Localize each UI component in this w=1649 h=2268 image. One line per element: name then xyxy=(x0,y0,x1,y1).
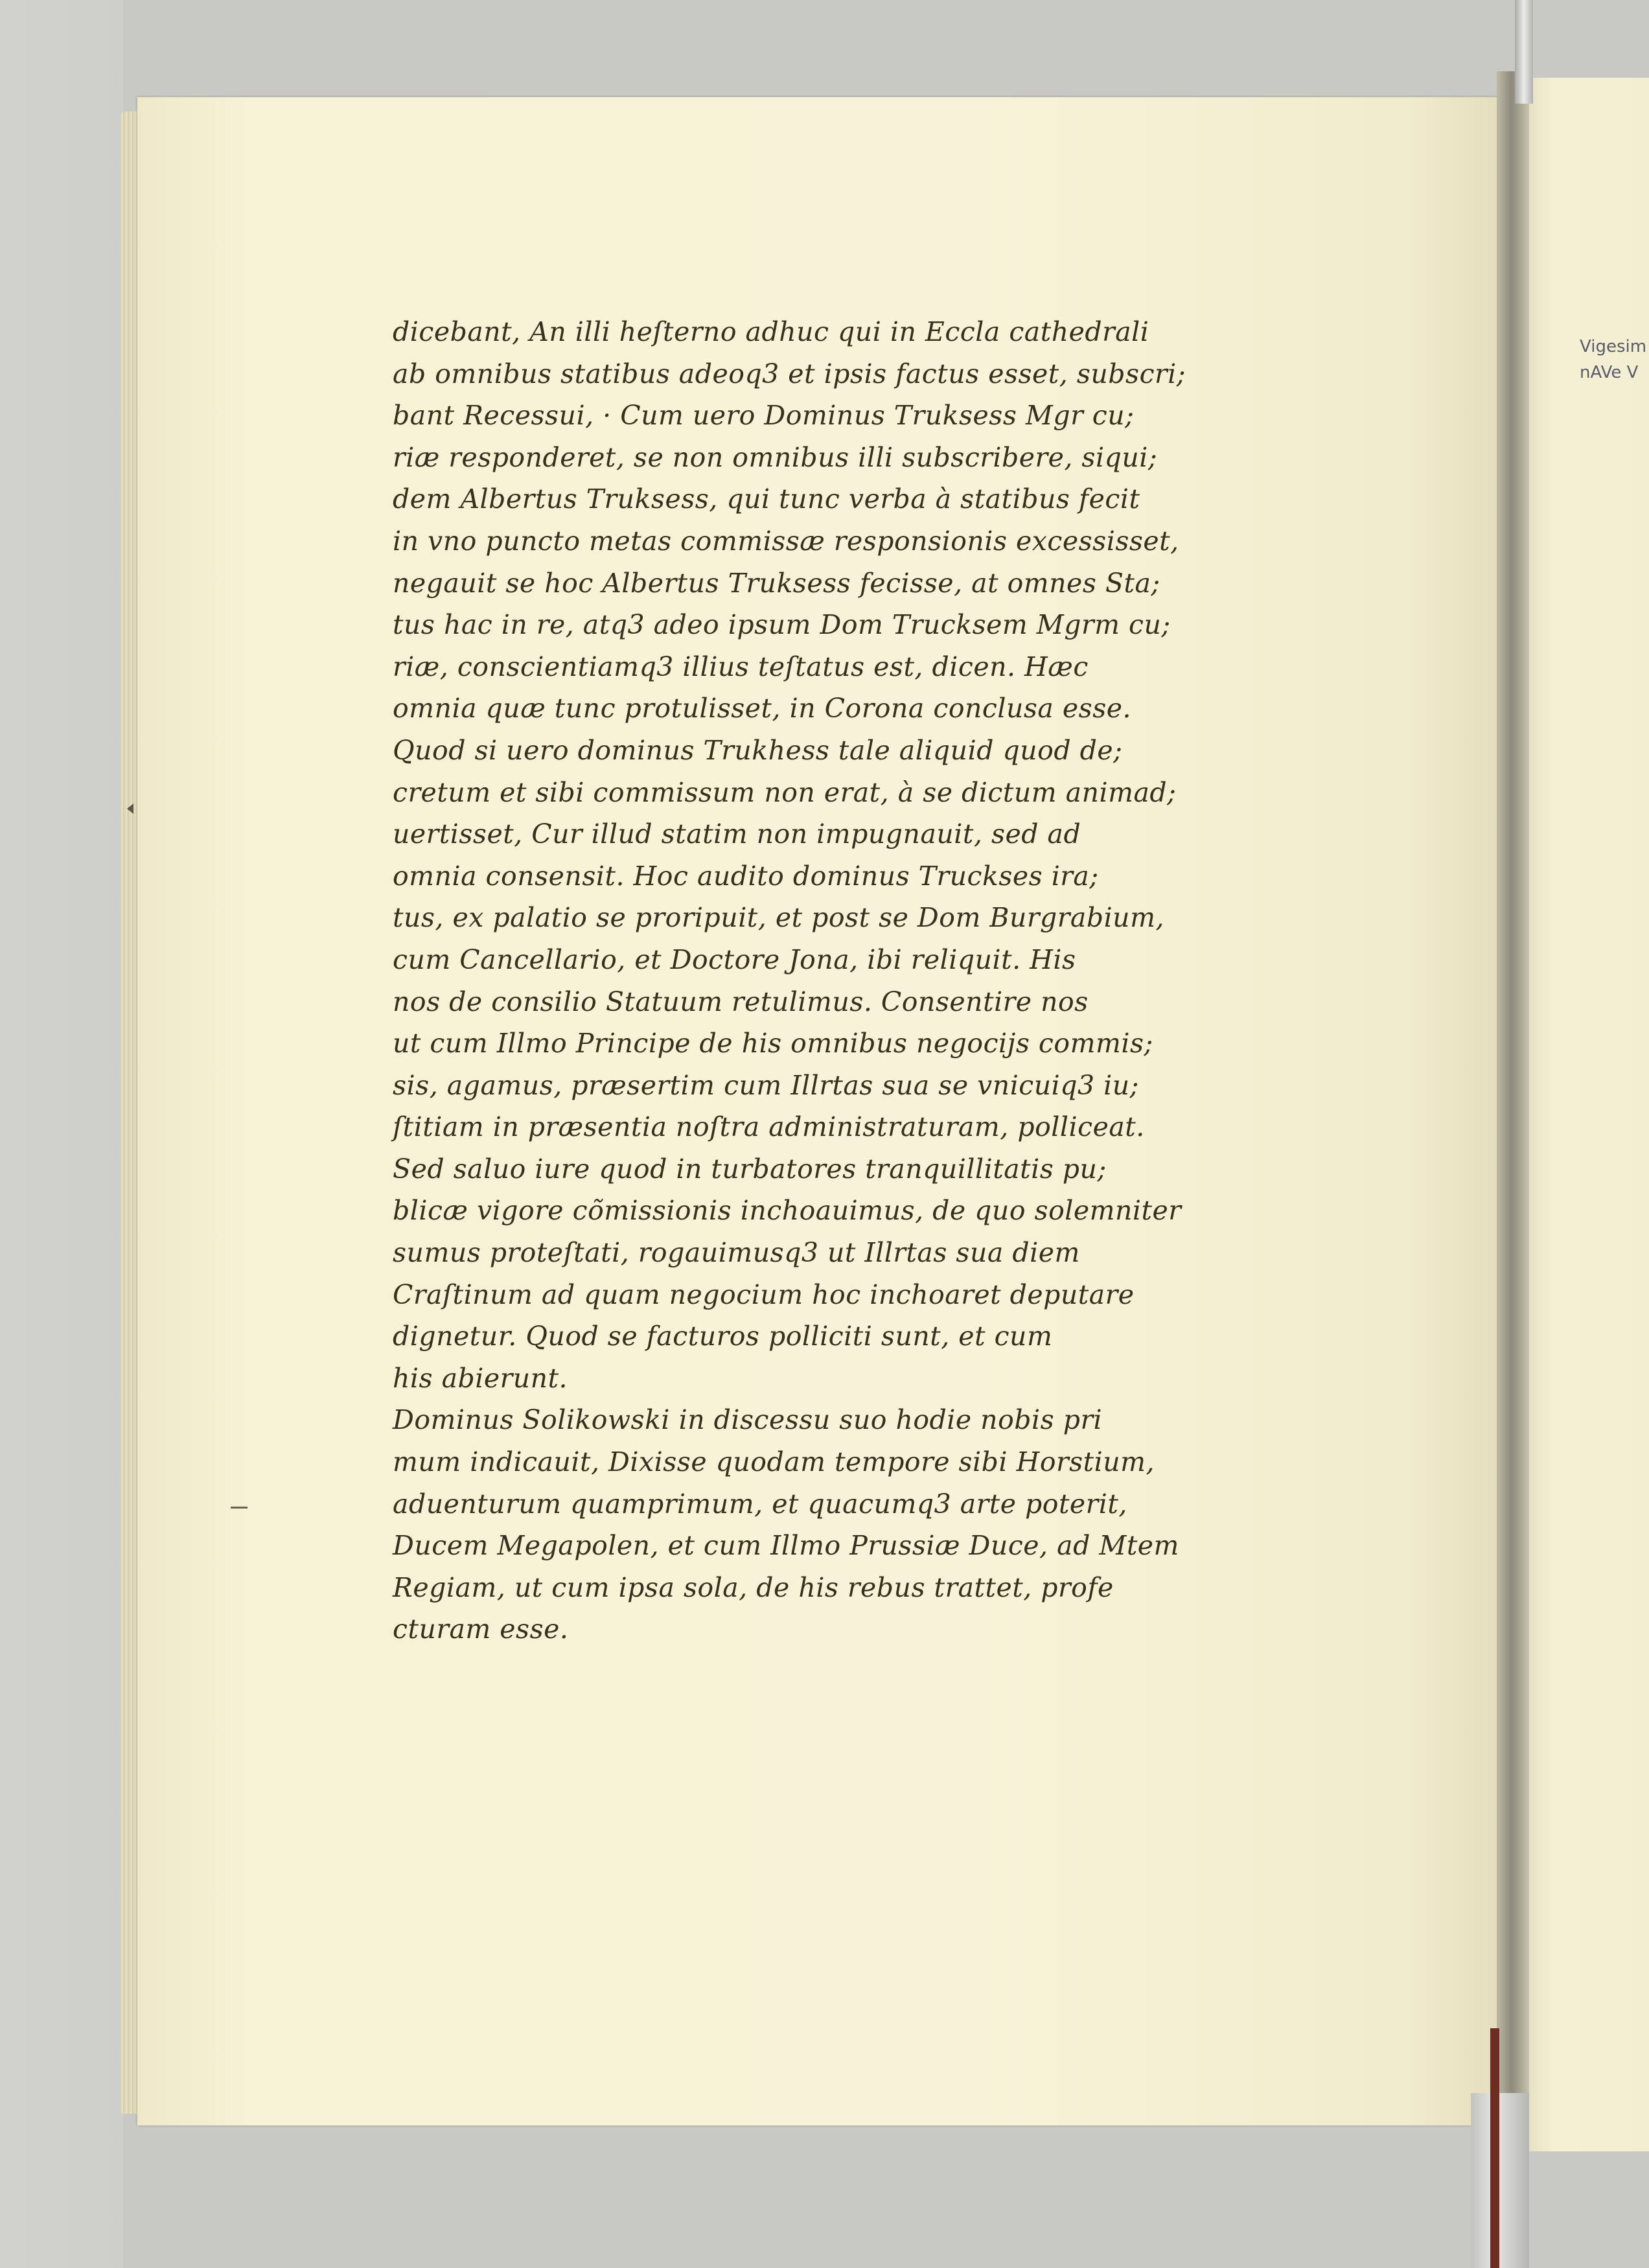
text-line: ut cum Illmo Principe de his omnibus negocijs commis; xyxy=(393,1028,1153,1059)
binding-strip xyxy=(1490,2028,1499,2268)
text-line: omnia consensit. Hoc audito dominus Truckses ira; xyxy=(393,860,1099,892)
book-gutter xyxy=(1497,71,1529,2145)
text-line: tus, ex palatio se proripuit, et post se Dom Burgrabium, xyxy=(393,902,1164,934)
text-line: cturam esse. xyxy=(393,1614,569,1645)
text-line: dicebant, An illi heſterno adhuc qui in Eccla cathedrali xyxy=(393,316,1149,347)
text-line: his abierunt. xyxy=(393,1362,568,1394)
text-line: cum Cancellario, et Doctore Jona, ibi reliquit. His xyxy=(393,943,1076,975)
text-line: dignetur. Quod se facturos polliciti sunt, et cum xyxy=(393,1321,1053,1352)
text-line: dem Albertus Truksess, qui tunc verba à statibus fecit xyxy=(393,483,1140,515)
manuscript-text xyxy=(393,311,1287,1650)
facing-page xyxy=(1523,78,1649,2151)
text-line: riæ responderet, se non omnibus illi subscribere, siqui; xyxy=(393,441,1158,473)
text-line: tus hac in re, atq3 adeo ipsum Dom Trucksem Mgrm cu; xyxy=(393,609,1171,641)
margin-pointer-mark xyxy=(127,804,133,814)
text-line: aduenturum quamprimum, et quacumq3 arte poterit, xyxy=(393,1488,1127,1520)
text-line: Dominus Solikowski in discessu suo hodie nobis pri xyxy=(393,1404,1103,1436)
text-line: ſtitiam in præsentia noſtra administraturam, polliceat. xyxy=(393,1111,1145,1143)
text-line: riæ, conscientiamq3 illius teſtatus est, dicen. Hæc xyxy=(393,651,1089,682)
text-line: blicæ vigore cõmissionis inchoauimus, de quo solemniter xyxy=(393,1195,1182,1227)
text-line: sis, agamus, præsertim cum Illrtas sua se vnicuiq3 iu; xyxy=(393,1069,1139,1101)
text-line: nos de consilio Statuum retulimus. Consentire nos xyxy=(393,986,1089,1017)
spine-clip-bottom xyxy=(1471,2093,1529,2268)
text-line: Regiam, ut cum ipsa sola, de his rebus trattet, profe xyxy=(393,1571,1114,1603)
text-line: in vno puncto metas commissæ responsionis excessisset, xyxy=(393,525,1179,557)
margin-note-line: nAVe V xyxy=(1580,363,1639,382)
spine-clip-top xyxy=(1515,0,1533,104)
text-line: Sed saluo iure quod in turbatores tranquillitatis pu; xyxy=(393,1153,1107,1185)
facing-page-margin-note xyxy=(1580,334,1649,386)
text-line: Craſtinum ad quam negocium hoc inchoaret deputare xyxy=(393,1279,1135,1310)
text-line: mum indicauit, Dixisse quodam tempore sibi Horstium, xyxy=(393,1446,1155,1478)
margin-stray-mark xyxy=(231,1507,248,1509)
scan-background xyxy=(0,0,123,2268)
text-line: omnia quæ tunc protulisset, in Corona conclusa esse. xyxy=(393,693,1132,724)
text-line: bant Recessui, · Cum uero Dominus Truksess Mgr cu; xyxy=(393,400,1135,432)
text-line: sumus proteſtati, rogauimusq3 ut Illrtas sua diem xyxy=(393,1237,1080,1269)
text-line: negauit se hoc Albertus Truksess fecisse, at omnes Sta; xyxy=(393,567,1160,599)
text-line: uertisset, Cur illud statim non impugnauit, sed ad xyxy=(393,818,1081,850)
text-line: ab omnibus statibus adeoq3 et ipsis factus esset, subscri; xyxy=(393,358,1186,389)
text-line: Quod si uero dominus Trukhess tale aliquid quod de; xyxy=(393,734,1123,766)
margin-note-line: Vigesim xyxy=(1580,337,1647,356)
text-line: cretum et sibi commissum non erat, à se dictum animad; xyxy=(393,776,1177,808)
text-line: Ducem Megapolen, et cum Illmo Prussiæ Duce, ad Mtem xyxy=(393,1530,1179,1562)
